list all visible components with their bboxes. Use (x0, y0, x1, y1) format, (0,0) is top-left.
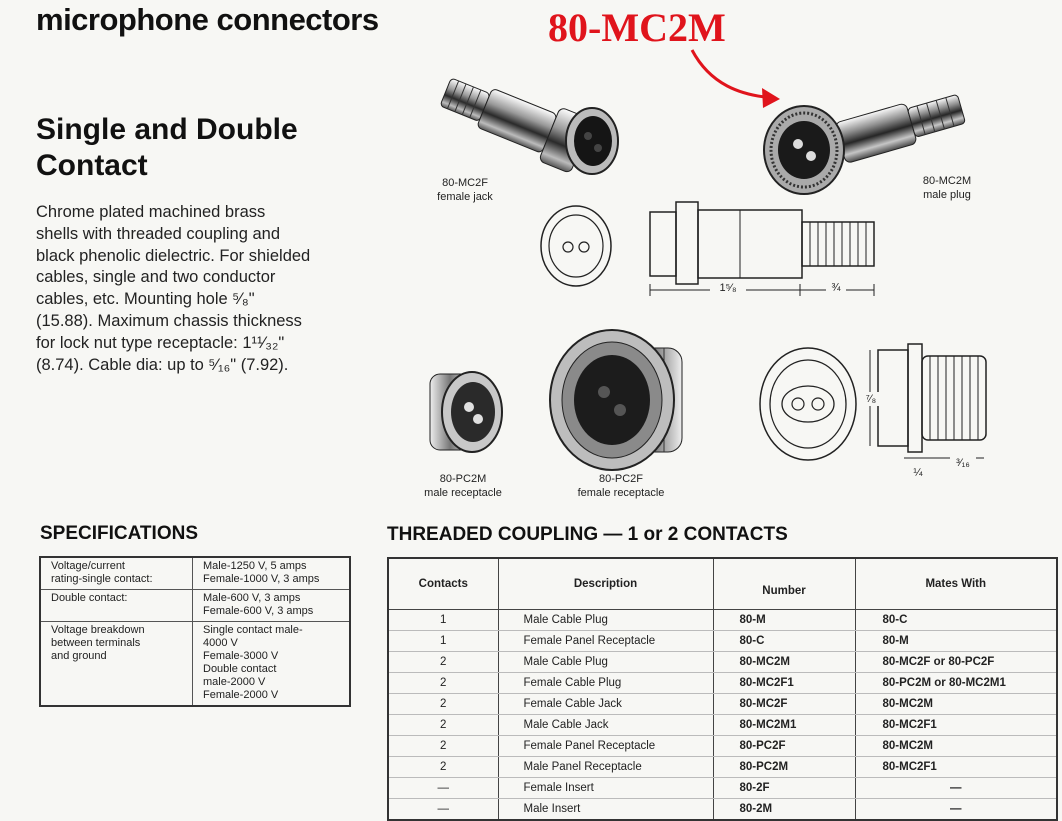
description-line: cables, single and two conductor (36, 268, 276, 287)
cell-mates-with: 80-PC2M or 80-MC2M1 (855, 673, 1057, 694)
cell-part-number: 80-MC2M1 (713, 715, 855, 736)
cell-mates-with: 80-MC2F1 (855, 715, 1057, 736)
spec-label-line: Voltage breakdown (51, 624, 145, 636)
spec-value-line: Single contact male- (203, 624, 303, 636)
figure-caption: male plug (923, 189, 971, 201)
table-row (388, 631, 1057, 652)
cell-description: Male Cable Plug (498, 610, 713, 631)
table-row (388, 715, 1057, 736)
table-row (388, 673, 1057, 694)
cell-description: Female Panel Receptacle (498, 631, 713, 652)
cell-contacts: 2 (388, 757, 498, 778)
spec-label-line: between terminals (51, 637, 141, 649)
spec-value-line: Female-600 V, 3 amps (203, 605, 314, 617)
male-receptacle-illustration (420, 356, 510, 468)
description-line: (15.88). Maximum chassis thickness (36, 311, 302, 330)
figure-part-number: 80-MC2M (922, 175, 972, 187)
specifications-table (39, 556, 351, 707)
figure-caption: female receptacle (577, 487, 665, 499)
product-description (36, 202, 366, 376)
dimension-length-a: 1⁵⁄₈ (710, 281, 746, 295)
coupling-table-header-row (388, 558, 1057, 610)
cell-contacts: 1 (388, 631, 498, 652)
spec-value-line: Female-1000 V, 3 amps (203, 573, 320, 585)
spec-label-line: and ground (51, 650, 107, 662)
coupling-table (387, 557, 1058, 821)
spec-value-line: Female-2000 V (203, 689, 279, 701)
cell-contacts: 1 (388, 610, 498, 631)
column-header-number: Number (713, 558, 855, 610)
female-receptacle-illustration (546, 326, 696, 472)
description-line: Chrome plated machined brass (36, 203, 266, 221)
cell-mates-with: 80-MC2M (855, 736, 1057, 757)
part-number-callout: 80-MC2M (548, 5, 726, 50)
spec-row (40, 557, 350, 590)
cell-description: Female Cable Plug (498, 673, 713, 694)
cell-description: Female Panel Receptacle (498, 736, 713, 757)
table-row (388, 736, 1057, 757)
figure-caption: male receptacle (424, 487, 502, 499)
male-receptacle-label (408, 472, 518, 500)
cell-part-number: 80-MC2F1 (713, 673, 855, 694)
dimension-height: ⁷⁄₈ (863, 392, 879, 406)
cell-mates-with: 80-M (855, 631, 1057, 652)
section-heading (36, 112, 298, 184)
table-row (388, 757, 1057, 778)
table-row (388, 799, 1057, 821)
cell-contacts: 2 (388, 715, 498, 736)
cell-part-number: 80-PC2F (713, 736, 855, 757)
cell-description: Female Insert (498, 778, 713, 799)
spec-label-line: Voltage/current (51, 560, 125, 572)
spec-value-line: male-2000 V (203, 676, 266, 688)
figure-caption: female jack (437, 191, 493, 203)
male-plug-label (902, 174, 992, 202)
table-row (388, 610, 1057, 631)
table-row (388, 652, 1057, 673)
cell-part-number: 80-2F (713, 778, 855, 799)
cell-description: Female Cable Jack (498, 694, 713, 715)
cell-description: Male Panel Receptacle (498, 757, 713, 778)
figure-part-number: 80-PC2M (439, 473, 487, 485)
coupling-table-title: THREADED COUPLING — 1 or 2 CONTACTS (387, 524, 788, 545)
cell-part-number: 80-C (713, 631, 855, 652)
cell-mates-with: 80-MC2F1 (855, 757, 1057, 778)
cell-part-number: 80-PC2M (713, 757, 855, 778)
cell-mates-with: 80-MC2M (855, 694, 1057, 715)
cell-contacts: 2 (388, 736, 498, 757)
cell-mates-with: — (855, 778, 1057, 799)
spec-value-line: Male-1250 V, 5 amps (203, 560, 307, 572)
cell-mates-with: 80-MC2F or 80-PC2F (855, 652, 1057, 673)
spec-value (193, 622, 351, 707)
page-title: microphone connectors (36, 2, 379, 37)
description-line: black phenolic dielectric. For shielded (36, 246, 311, 265)
spec-value-line: 4000 V (203, 637, 238, 649)
cell-description: Male Cable Jack (498, 715, 713, 736)
dimension-flange: ¼ (913, 467, 923, 479)
section-heading-line: Contact (36, 149, 148, 182)
cell-mates-with: — (855, 799, 1057, 821)
spec-label-line: rating-single contact: (51, 573, 153, 585)
spec-value-line: Male-600 V, 3 amps (203, 592, 301, 604)
spec-label (40, 590, 193, 622)
column-header-description: Description (498, 558, 713, 610)
cell-contacts: 2 (388, 694, 498, 715)
dimension-length-b: ¾ (826, 281, 846, 295)
cell-contacts: 2 (388, 652, 498, 673)
cell-contacts: — (388, 778, 498, 799)
female-jack-illustration (432, 78, 622, 178)
cell-part-number: 80-2M (713, 799, 855, 821)
dimension-thread: ³⁄₁₆ (950, 456, 976, 470)
spec-label (40, 557, 193, 590)
spec-value (193, 557, 351, 590)
spec-label-line: Double contact: (51, 592, 128, 604)
spec-row (40, 622, 350, 707)
column-header-mates-with: Mates With (855, 558, 1057, 610)
table-row (388, 694, 1057, 715)
female-receptacle-label (556, 472, 686, 500)
female-jack-label (420, 176, 510, 204)
column-header-contacts: Contacts (388, 558, 498, 610)
cell-contacts: 2 (388, 673, 498, 694)
spec-label (40, 622, 193, 707)
description-line: for lock nut type receptacle: 1¹¹⁄₃₂" (36, 333, 285, 352)
spec-value-line: Double contact (203, 663, 277, 675)
spec-value (193, 590, 351, 622)
cell-part-number: 80-MC2M (713, 652, 855, 673)
cell-description: Male Cable Plug (498, 652, 713, 673)
cell-mates-with: 80-C (855, 610, 1057, 631)
description-line: shells with threaded coupling and (36, 224, 280, 243)
spec-value-line: Female-3000 V (203, 650, 279, 662)
table-row (388, 778, 1057, 799)
description-line: cables, etc. Mounting hole ⁵⁄₈" (36, 290, 255, 309)
receptacle-front-view-diagram (756, 344, 860, 464)
description-line: (8.74). Cable dia: up to ⁵⁄₁₆" (7.92). (36, 355, 289, 374)
section-heading-line: Single and Double (36, 113, 298, 146)
cell-description: Male Insert (498, 799, 713, 821)
cell-part-number: 80-M (713, 610, 855, 631)
spec-row (40, 590, 350, 622)
cell-contacts: — (388, 799, 498, 821)
figure-part-number: 80-PC2F (598, 473, 644, 485)
specifications-title: SPECIFICATIONS (40, 523, 198, 544)
coupling-table-body (388, 610, 1057, 821)
insert-front-view-diagram (538, 200, 618, 290)
figure-part-number: 80-MC2F (442, 177, 488, 189)
cell-part-number: 80-MC2F (713, 694, 855, 715)
